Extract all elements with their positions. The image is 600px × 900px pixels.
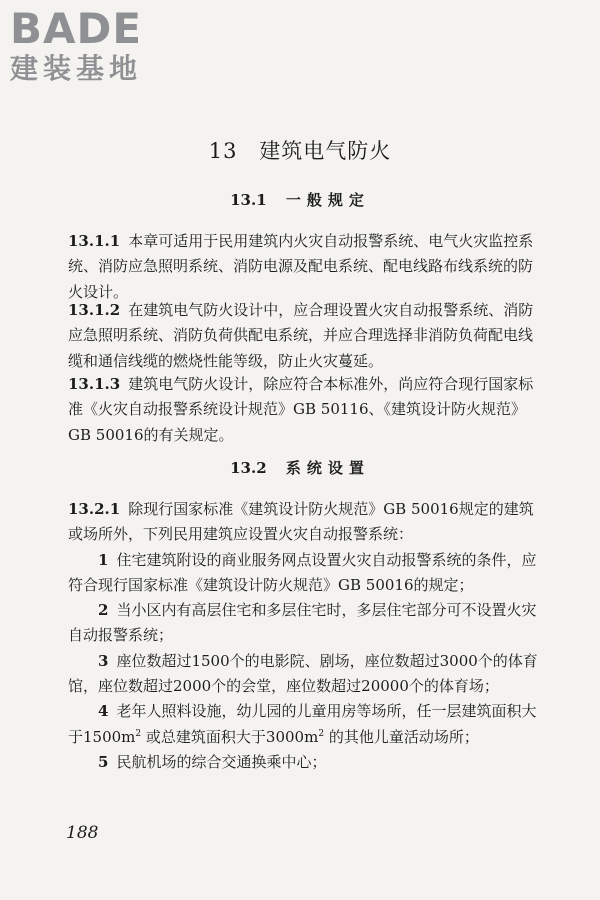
list-item [68,598,538,649]
list-item [68,649,538,700]
list-item [68,548,538,599]
clause-13-2-1 [68,497,538,775]
item-text-c: 的其他儿童活动场所； [328,727,479,746]
clause-text: 除现行国家标准《建筑设计防火规范》GB 50016规定的建筑或场所外，下列民用建筑应设置火灾自动报警系统： [68,500,534,544]
section-number: 13.2 [230,459,267,477]
item-number: 2 [98,601,109,620]
item-number: 4 [98,702,109,721]
item-number: 5 [98,752,109,771]
item-text: 民航机场的综合交通换乘中心； [116,752,327,771]
chapter-title: 建筑电气防火 [259,139,392,163]
item-text: 住宅建筑附设的商业服务网点设置火灾自动报警系统的条件，应符合现行国家标准《建筑设计防火规范》GB 50016的规定； [68,550,537,594]
item-number: 1 [98,550,109,569]
logo-subtitle: 建装基地 [10,52,143,85]
item-text-b: 或总建筑面积大于3000m [145,727,319,746]
clause-13-1-1 [68,229,538,305]
clause-number: 13.1.1 [68,232,121,250]
section-title: 系统设置 [285,459,370,477]
page-number: 188 [66,823,99,843]
item-text-a: 老年人照料设施，幼儿园的儿童用房等场所，任一层建筑面积大于1500m [68,702,537,746]
chapter-number: 13 [208,139,238,163]
logo-brand: BADE [10,4,143,53]
item-text: 座位数超过1500个的电影院、剧场，座位数超过3000个的体育馆，座位数超过2000个的会堂，座位数超过20000个的体育场； [68,651,538,696]
publisher-logo [10,6,180,86]
section-title: 一般规定 [285,191,370,209]
clause-number: 13.1.3 [68,375,121,393]
chapter-heading [0,136,600,166]
item-text: 当小区内有高层住宅和多层住宅时，多层住宅部分可不设置火灾自动报警系统； [68,601,537,645]
clause-text: 在建筑电气防火设计中，应合理设置火灾自动报警系统、消防应急照明系统、消防负荷供配电系统，并应合理选择非消防负荷配电线缆和通信线缆的燃烧性能等级，防止火灾蔓延。 [68,301,534,370]
superscript: 2 [135,728,142,739]
list-item [68,750,538,775]
clause-number: 13.2.1 [68,500,121,518]
section-number: 13.1 [230,191,267,209]
superscript: 2 [318,728,325,739]
clause-text: 建筑电气防火设计，除应符合本标准外，尚应符合现行国家标准《火灾自动报警系统设计规范》GB 50116、《建筑设计防火规范》GB 50016的有关规定。 [68,375,534,444]
item-number: 3 [98,651,109,670]
clause-13-1-2 [68,298,538,374]
section-heading-13-1 [0,188,600,212]
list-item [68,699,538,750]
clause-text: 本章可适用于民用建筑内火灾自动报警系统、电气火灾监控系统、消防应急照明系统、消防电源及配电系统、配电线路布线系统的防火设计。 [68,232,534,301]
clause-number: 13.1.2 [68,301,121,319]
section-heading-13-2 [0,456,600,480]
clause-13-1-3 [68,372,538,448]
